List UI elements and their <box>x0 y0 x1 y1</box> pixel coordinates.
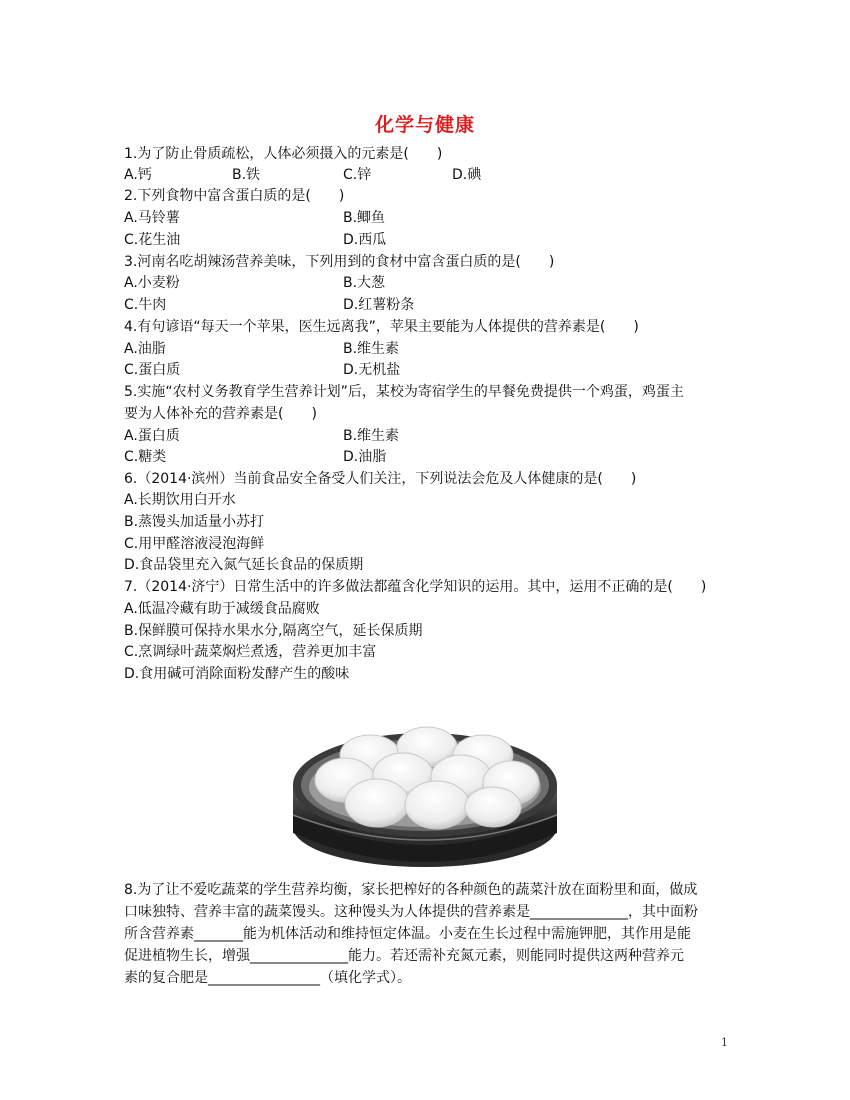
page-title: 化学与健康 <box>374 114 475 136</box>
q3-option-b: B.大葱 <box>343 275 386 291</box>
question-8-line-1: 8.为了让不爱吃蔬菜的学生营养均衡，家长把榨好的各种颜色的蔬菜汁放在面粉里和面，做成 <box>124 882 698 898</box>
q5-option-a: A.蛋白质 <box>124 428 180 444</box>
q6-option-b: B.蒸馒头加适量小苏打 <box>124 514 265 530</box>
q7-option-a: A.低温冷藏有助于减缓食品腐败 <box>124 601 320 617</box>
question-4-stem: 4.有句谚语“每天一个苹果，医生远离我”，苹果主要能为人体提供的营养素是( ) <box>124 319 639 335</box>
steamed-buns-steamer-image <box>285 715 565 873</box>
q2-option-a: A.马铃薯 <box>124 210 180 226</box>
q5-option-c: C.糖类 <box>124 449 167 465</box>
q6-option-d: D.食品袋里充入氮气延长食品的保质期 <box>124 557 364 573</box>
q4-option-c: C.蛋白质 <box>124 362 181 378</box>
q2-option-c: C.花生油 <box>124 232 181 248</box>
q7-option-b: B.保鲜膜可保持水果水分,隔离空气，延长保质期 <box>124 623 423 639</box>
q2-option-d: D.西瓜 <box>343 232 387 248</box>
q7-option-c: C.烹调绿叶蔬菜焖烂煮透，营养更加丰富 <box>124 644 377 660</box>
q6-option-c: C.用甲醛溶液浸泡海鲜 <box>124 536 265 552</box>
page-number: 1 <box>721 1036 728 1049</box>
question-2-stem: 2.下列食物中富含蛋白质的是( ) <box>124 188 345 204</box>
q4-option-b: B.维生素 <box>343 341 400 357</box>
q3-option-a: A.小麦粉 <box>124 275 180 291</box>
question-1-stem: 1.为了防止骨质疏松，人体必须摄入的元素是( ) <box>124 146 443 162</box>
question-8-line-3: 所含营养素_______能为机体活动和维持恒定体温。小麦在生长过程中需施钾肥，其作用是能 <box>124 926 691 942</box>
q1-option-b: B.铁 <box>232 167 261 183</box>
q6-option-a: A.长期饮用白开水 <box>124 492 236 508</box>
question-5-stem: 5.实施“农村义务教育学生营养计划”后，某校为寄宿学生的早餐免费提供一个鸡蛋，鸡蛋主 <box>124 384 684 400</box>
question-8-line-4: 促进植物生长，增强______________能力。若还需补充氮元素，则能同时提供这两种营养元 <box>124 948 684 964</box>
q2-option-b: B.鲫鱼 <box>343 210 386 226</box>
question-7-stem: 7.（2014·济宁）日常生活中的许多做法都蕴含化学知识的运用。其中，运用不正确的是( ) <box>124 579 707 595</box>
q3-option-c: C.牛肉 <box>124 297 167 313</box>
q7-option-d: D.食用碱可消除面粉发酵产生的酸味 <box>124 666 350 682</box>
q4-option-a: A.油脂 <box>124 341 166 357</box>
question-6-stem: 6.（2014·滨州）当前食品安全备受人们关注，下列说法会危及人体健康的是( ) <box>124 471 637 487</box>
question-8-line-5: 素的复合肥是________________（填化学式）。 <box>124 970 411 986</box>
q5-option-d: D.油脂 <box>343 449 387 465</box>
q1-option-a: A.钙 <box>124 167 152 183</box>
q4-option-d: D.无机盐 <box>343 362 401 378</box>
question-3-stem: 3.河南名吃胡辣汤营养美味，下列用到的食材中富含蛋白质的是( ) <box>124 254 555 270</box>
question-8-line-2: 口味独特、营养丰富的蔬菜馒头。这种馒头为人体提供的营养素是______________，其中面粉 <box>124 904 698 920</box>
question-5-stem-cont: 要为人体补充的营养素是( ) <box>124 406 317 422</box>
q3-option-d: D.红薯粉条 <box>343 297 415 313</box>
q1-option-d: D.碘 <box>452 167 482 183</box>
q5-option-b: B.维生素 <box>343 428 400 444</box>
q1-option-c: C.锌 <box>343 167 372 183</box>
